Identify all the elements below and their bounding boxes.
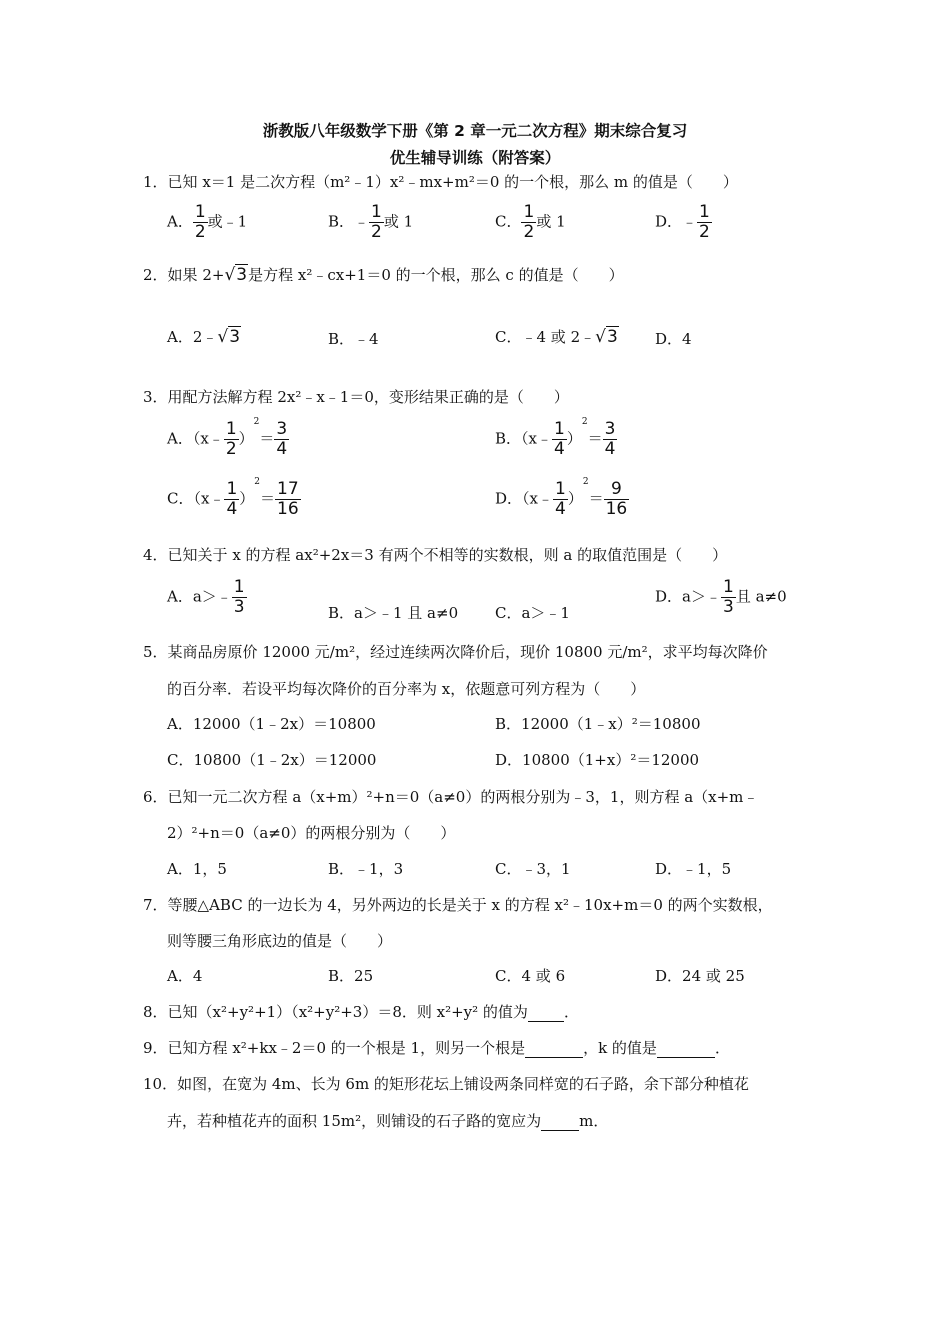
q9-blank-k	[657, 1039, 715, 1058]
q1-option-d: D．﹣ $\frac{1}{2}$	[655, 202, 710, 242]
q1-option-c: C． $\frac{1}{2}$ 或 1	[495, 202, 566, 242]
question-10: 10．如图，在宽为 4m、长为 6m 的矩形花坛上铺设两条同样宽的石子路，余下部分种植花	[143, 1075, 749, 1093]
q5-option-c: C．10800（1﹣2x）＝12000	[167, 751, 377, 769]
question-10-cont: 卉，若种植花卉的面积 15m²，则铺设的石子路的宽应为 m．	[167, 1112, 609, 1130]
q4-option-a: A．a＞﹣ $\frac{1}{3}$	[167, 577, 245, 617]
q5-option-b: B．12000（1﹣x）²＝10800	[495, 715, 701, 733]
q4-option-b: B．a＞﹣1 且 a≠0	[328, 604, 459, 622]
q1-option-b: B．﹣ $\frac{1}{2}$ 或 1	[328, 202, 414, 242]
q1-number: 1．	[143, 173, 168, 191]
q9-blank-root	[525, 1039, 583, 1058]
question-9: 9．已知方程 x²+kx﹣2＝0 的一个根是 1，则另一个根是 ，k 的值是 ．	[143, 1039, 730, 1057]
q3-option-d: D．（x﹣ $\frac{1}{4}$ ）$^2$＝ $\frac{9}{16}$	[495, 477, 628, 519]
q4-option-d: D．a＞﹣ $\frac{1}{3}$ 且 a≠0	[655, 577, 787, 617]
q3-option-a: A．（x﹣ $\frac{1}{2}$ ）$^2$＝ $\frac{3}{4}$	[167, 417, 288, 459]
question-8: 8．已知（x²+y²+1）（x²+y²+3）＝8．则 x²+y² 的值为 ．	[143, 1003, 579, 1021]
q8-blank	[528, 1003, 564, 1022]
question-6-cont: 2）²+n＝0（a≠0）的两根分别为（ ）	[167, 824, 456, 842]
q7-option-c: C．4 或 6	[495, 967, 566, 985]
q7-option-d: D．24 或 25	[655, 967, 745, 985]
q7-option-b: B．25	[328, 967, 374, 985]
question-3: 3．用配方法解方程 2x²﹣x﹣1＝0，变形结果正确的是（ ）	[143, 388, 569, 406]
q4-option-c: C．a＞﹣1	[495, 604, 570, 622]
question-4: 4．已知关于 x 的方程 ax²+2x＝3 有两个不相等的实数根，则 a 的取值范围是（ ）	[143, 546, 728, 564]
question-6: 6．已知一元二次方程 a（x+m）²+n＝0（a≠0）的两根分别为﹣3，1，则方程 a（x+m﹣	[143, 788, 759, 806]
question-5: 5．某商品房原价 12000 元/m²，经过连续两次降价后，现价 10800 元/m²，求平均每次降价	[143, 643, 768, 661]
q3-option-b: B．（x﹣ $\frac{1}{4}$ ）$^2$＝ $\frac{3}{4}$	[495, 417, 616, 459]
question-1	[143, 171, 738, 192]
q6-option-c: C．﹣3，1	[495, 860, 571, 878]
q2-option-b: B．﹣4	[328, 330, 379, 348]
question-7: 7．等腰△ABC 的一边长为 4，另外两边的长是关于 x 的方程 x²﹣10x+m＝0 的两个实数根，	[143, 896, 773, 914]
q1-option-a: A． $\frac{1}{2}$ 或﹣1	[167, 202, 248, 242]
question-7-cont: 则等腰三角形底边的值是（ ）	[167, 932, 393, 950]
q6-option-d: D．﹣1，5	[655, 860, 732, 878]
q5-option-d: D．10800（1+x）²＝12000	[495, 751, 700, 769]
q6-option-b: B．﹣1，3	[328, 860, 404, 878]
q10-blank	[541, 1112, 579, 1131]
q1-stem: 已知 x＝1 是二次方程（m²﹣1）x²﹣mx+m²＝0 的一个根，那么 m 的值是（ ）	[167, 173, 738, 191]
q7-option-a: A．4	[167, 967, 203, 985]
page-subtitle: 优生辅导训练（附答案）	[389, 149, 561, 167]
page-title: 浙教版八年级数学下册《第 2 章一元二次方程》期末综合复习	[262, 122, 688, 140]
question-5-cont: 的百分率．若设平均每次降价的百分率为 x，依题意可列方程为（ ）	[167, 680, 646, 698]
q2-option-c: C．﹣4 或 2﹣√3	[495, 327, 618, 347]
q2-option-a: A．2﹣√3	[167, 327, 241, 347]
q6-option-a: A．1，5	[167, 860, 227, 878]
q5-option-a: A．12000（1﹣2x）＝10800	[167, 715, 376, 733]
sqrt-3: √3	[224, 265, 248, 285]
q3-option-c: C．（x﹣ $\frac{1}{4}$ ）$^2$＝ $\frac{17}{16}$	[167, 477, 299, 519]
q2-option-d: D．4	[655, 330, 692, 348]
question-2: 2．如果 2+√3是方程 x²﹣cx+1＝0 的一个根，那么 c 的值是（ ）	[143, 265, 624, 285]
